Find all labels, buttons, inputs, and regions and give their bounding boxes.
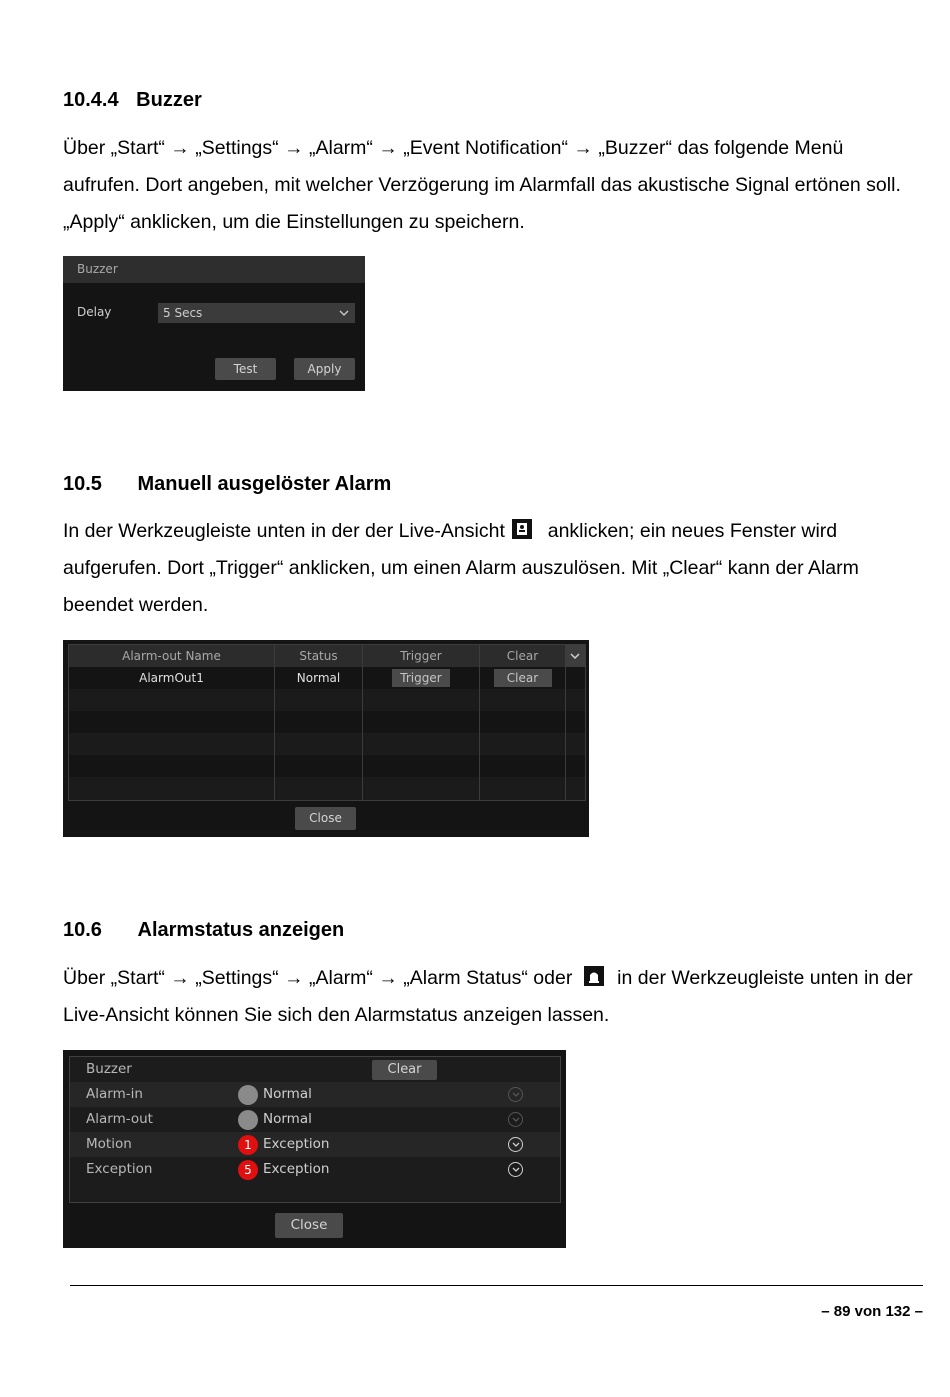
clear-button[interactable]: Clear bbox=[372, 1060, 437, 1080]
table-row bbox=[69, 711, 585, 733]
expand-chevron-icon bbox=[508, 1112, 523, 1127]
apply-button[interactable]: Apply bbox=[294, 358, 355, 380]
page-number: – 89 von 132 – bbox=[821, 1303, 923, 1320]
buzzer-dialog bbox=[63, 256, 365, 391]
delay-label: Delay bbox=[77, 305, 112, 319]
exception-count-badge: 1 bbox=[238, 1135, 258, 1155]
manual-alarm-icon bbox=[512, 519, 532, 539]
section-title: Alarmstatus anzeigen bbox=[137, 919, 345, 941]
table-row bbox=[69, 689, 585, 711]
expand-chevron-icon[interactable] bbox=[508, 1137, 523, 1152]
status-row bbox=[70, 1157, 560, 1182]
arrow-icon: → bbox=[284, 967, 304, 989]
manual-paragraph bbox=[63, 513, 923, 624]
status-row bbox=[70, 1082, 560, 1107]
status-row-value: Normal bbox=[263, 1111, 312, 1127]
section-heading-buzzer bbox=[63, 89, 202, 112]
status-row-label: Exception bbox=[86, 1161, 153, 1177]
text-segment: „Alarm Status“ oder bbox=[403, 967, 573, 989]
table-row bbox=[69, 733, 585, 755]
table-row bbox=[69, 777, 585, 800]
alarm-status-dialog bbox=[63, 1050, 566, 1248]
arrow-icon: → bbox=[284, 137, 304, 159]
alarm-status-icon bbox=[584, 966, 604, 986]
alarm-out-dialog bbox=[63, 640, 589, 837]
status-row-label: Alarm-out bbox=[86, 1111, 153, 1127]
header-status: Status bbox=[275, 645, 363, 667]
alarm-out-name: AlarmOut1 bbox=[69, 667, 275, 689]
header-name: Alarm-out Name bbox=[69, 645, 275, 667]
header-clear: Clear bbox=[480, 645, 566, 667]
text-segment: Über „Start“ bbox=[63, 967, 165, 989]
status-row-label: Alarm-in bbox=[86, 1086, 143, 1102]
chevron-down-icon bbox=[570, 653, 580, 659]
buzzer-row bbox=[70, 1057, 560, 1082]
section-heading-status bbox=[63, 919, 344, 942]
section-number: 10.5 bbox=[63, 473, 102, 495]
trigger-cell bbox=[363, 667, 480, 689]
footer-divider bbox=[70, 1285, 923, 1286]
clear-cell bbox=[480, 667, 566, 689]
dropdown-toggle[interactable] bbox=[566, 645, 585, 667]
text-segment: „Settings“ bbox=[195, 137, 279, 159]
section-heading-manual bbox=[63, 473, 391, 496]
expand-chevron-icon[interactable] bbox=[508, 1162, 523, 1177]
status-paragraph bbox=[63, 960, 923, 1034]
section-title: Manuell ausgelöster Alarm bbox=[137, 473, 392, 495]
status-row-value: Exception bbox=[263, 1161, 330, 1177]
status-row-label: Motion bbox=[86, 1136, 132, 1152]
trigger-button[interactable]: Trigger bbox=[392, 669, 450, 687]
section-number: 10.4.4 bbox=[63, 89, 119, 111]
delay-value: 5 Secs bbox=[163, 306, 203, 320]
status-row bbox=[70, 1132, 560, 1157]
text-segment: „Settings“ bbox=[195, 967, 279, 989]
expand-chevron-icon bbox=[508, 1087, 523, 1102]
section-number: 10.6 bbox=[63, 919, 102, 941]
dialog-title: Buzzer bbox=[77, 262, 118, 276]
text-segment: in der Werkzeugleiste unten in der Live-Ansicht können Sie sich den Alarmstatus anzeigen lassen. bbox=[63, 967, 913, 1026]
text-segment: „Buzzer“ das folgende Menü aufrufen. Dort angeben, mit welcher Verzögerung im Alarmfall das akustische Signal ertönen soll. „Apply“ anklicken, um die Einstellungen zu speichern. bbox=[63, 137, 901, 233]
delay-select[interactable] bbox=[158, 303, 355, 323]
table-row bbox=[69, 667, 585, 689]
buzzer-paragraph bbox=[63, 130, 923, 241]
status-row-value: Normal bbox=[263, 1086, 312, 1102]
status-indicator-icon bbox=[238, 1110, 258, 1130]
buzzer-label: Buzzer bbox=[86, 1061, 132, 1077]
arrow-icon: → bbox=[170, 137, 190, 159]
text-segment: anklicken; ein neues Fenster wird aufgerufen. Dort „Trigger“ anklicken, um einen Alarm auszulösen. Mit „Clear“ kann der Alarm beendet werden. bbox=[63, 520, 859, 616]
status-row-value: Exception bbox=[263, 1136, 330, 1152]
alarm-out-status: Normal bbox=[275, 667, 363, 689]
arrow-icon: → bbox=[573, 137, 593, 159]
alarm-out-table bbox=[68, 644, 586, 801]
header-trigger: Trigger bbox=[363, 645, 480, 667]
arrow-icon: → bbox=[378, 137, 398, 159]
text-segment: „Alarm“ bbox=[309, 967, 373, 989]
exception-count-badge: 5 bbox=[238, 1160, 258, 1180]
section-title: Buzzer bbox=[136, 89, 202, 111]
text-segment: „Event Notification“ bbox=[403, 137, 568, 159]
table-row bbox=[69, 755, 585, 777]
test-button[interactable]: Test bbox=[215, 358, 276, 380]
close-button[interactable]: Close bbox=[275, 1213, 343, 1238]
close-button[interactable]: Close bbox=[295, 807, 356, 830]
table-header bbox=[69, 645, 585, 667]
dialog-titlebar bbox=[63, 256, 365, 283]
text-segment: In der Werkzeugleiste unten in der der Live-Ansicht bbox=[63, 520, 505, 542]
arrow-icon: → bbox=[378, 967, 398, 989]
chevron-down-icon bbox=[339, 310, 349, 316]
status-indicator-icon bbox=[238, 1085, 258, 1105]
alarm-status-panel bbox=[69, 1056, 561, 1203]
text-segment: „Alarm“ bbox=[309, 137, 373, 159]
status-row bbox=[70, 1107, 560, 1132]
clear-button[interactable]: Clear bbox=[494, 669, 552, 687]
arrow-icon: → bbox=[170, 967, 190, 989]
text-segment: Über „Start“ bbox=[63, 137, 165, 159]
